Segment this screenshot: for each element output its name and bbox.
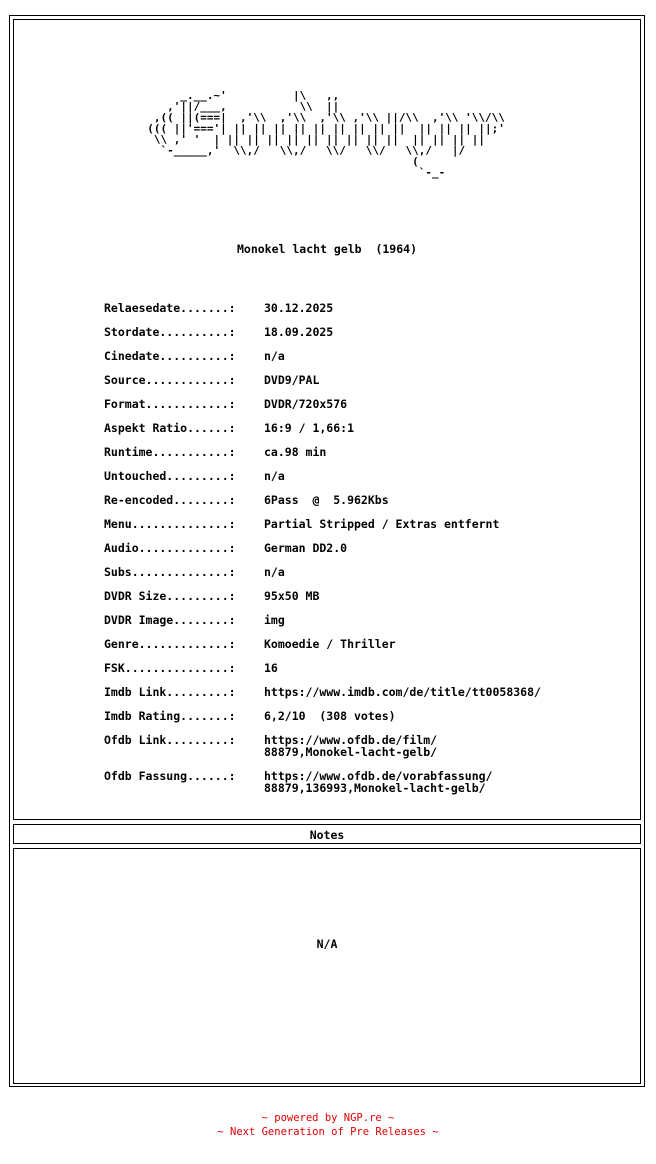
info-label: Subs..............: [104,565,236,579]
info-row-dvdr-size [104,590,541,614]
notes-panel [13,848,641,1084]
info-label: Ofdb Link.........: [104,733,236,747]
info-row-imdb-rating [104,710,541,734]
footer-powered-by: ~ powered by NGP.re ~ [261,1112,395,1124]
release-title: Monokel lacht gelb (1964) [236,242,417,256]
info-value: 30.12.2025 [264,301,334,315]
ofdb-fassung-link[interactable]: https://www.ofdb.de/vorabfassung/ 88879,136993,Monokel-lacht-gelb/ [264,769,493,795]
info-row-audio [104,542,541,566]
info-label: Ofdb Fassung......: [104,769,236,783]
info-label: Menu..............: [104,517,236,531]
info-row-reencoded [104,494,541,518]
info-row-stordate [104,326,541,350]
info-value: DVDR/720x576 [264,397,348,411]
footer-tagline: ~ Next Generation of Pre Releases ~ [217,1126,439,1138]
info-label: Audio.............: [104,541,236,555]
info-label: DVDR Size.........: [104,589,236,603]
info-row-cinedate [104,350,541,374]
info-row-aspect-ratio [104,422,541,446]
info-label: Genre.............: [104,637,236,651]
info-label: Aspekt Ratio......: [104,421,236,435]
info-list [104,302,541,806]
info-row-releasedate [104,302,541,326]
info-row-source [104,374,541,398]
notes-text: N/A [316,937,338,951]
info-value: Komoedie / Thriller [264,637,396,651]
info-value: ca.98 min [264,445,327,459]
info-value: 6,2/10 (308 votes) [264,709,396,723]
info-row-format [104,398,541,422]
info-value: 18.09.2025 [264,325,334,339]
info-value: n/a [264,349,285,363]
imdb-link[interactable]: https://www.imdb.com/de/title/tt0058368/ [264,685,541,699]
info-value: 16 [264,661,278,675]
info-row-ofdb-link [104,734,541,770]
info-row-genre [104,638,541,662]
info-label: Stordate..........: [104,325,236,339]
ascii-logo: _.__.~' |\ ,, ,'||/___, \\ || ,(( ||(===| ,'\\ ,'\\ ,'\\ ,'\\ ||/\\ ,'\\ '\\/\\ ((( ||'==='| || || || || || || || || || || || || ||;' \\ ,' ' | || || || || || || || || || || || || || `-_____,' \\,/ \\,/ \\/ \\/ \\,/ |/ ( `-_- [147,89,505,179]
info-row-imdb-link [104,686,541,710]
nfo-inner [13,19,641,1083]
ofdb-link[interactable]: https://www.ofdb.de/film/ 88879,Monokel-lacht-gelb/ [264,733,438,759]
info-value: 6Pass @ 5.962Kbs [264,493,389,507]
info-value: n/a [264,565,285,579]
info-label: Format............: [104,397,236,411]
info-value: 16:9 / 1,66:1 [264,421,355,435]
info-row-untouched [104,470,541,494]
info-label: Source............: [104,373,236,387]
info-label: Relaesedate.......: [104,301,236,315]
info-row-subs [104,566,541,590]
info-value: Partial Stripped / Extras entfernt [264,517,500,531]
info-row-fsk [104,662,541,686]
notes-header [13,824,641,844]
nfo-frame [9,15,645,1087]
notes-heading: Notes [309,828,345,842]
info-label: Imdb Rating.......: [104,709,236,723]
release-info-panel [13,19,641,820]
info-value: 95x50 MB [264,589,320,603]
footer [0,1111,656,1139]
info-label: Imdb Link.........: [104,685,236,699]
info-label: Runtime...........: [104,445,236,459]
info-row-ofdb-fassung [104,770,541,806]
info-label: Re-encoded........: [104,493,236,507]
info-label: Cinedate..........: [104,349,236,363]
info-label: FSK...............: [104,661,236,675]
info-row-dvdr-image [104,614,541,638]
info-value: n/a [264,469,285,483]
info-row-menu [104,518,541,542]
info-label: DVDR Image........: [104,613,236,627]
info-row-runtime [104,446,541,470]
info-label: Untouched.........: [104,469,236,483]
info-value: img [264,613,285,627]
info-value: German DD2.0 [264,541,348,555]
info-value: DVD9/PAL [264,373,320,387]
